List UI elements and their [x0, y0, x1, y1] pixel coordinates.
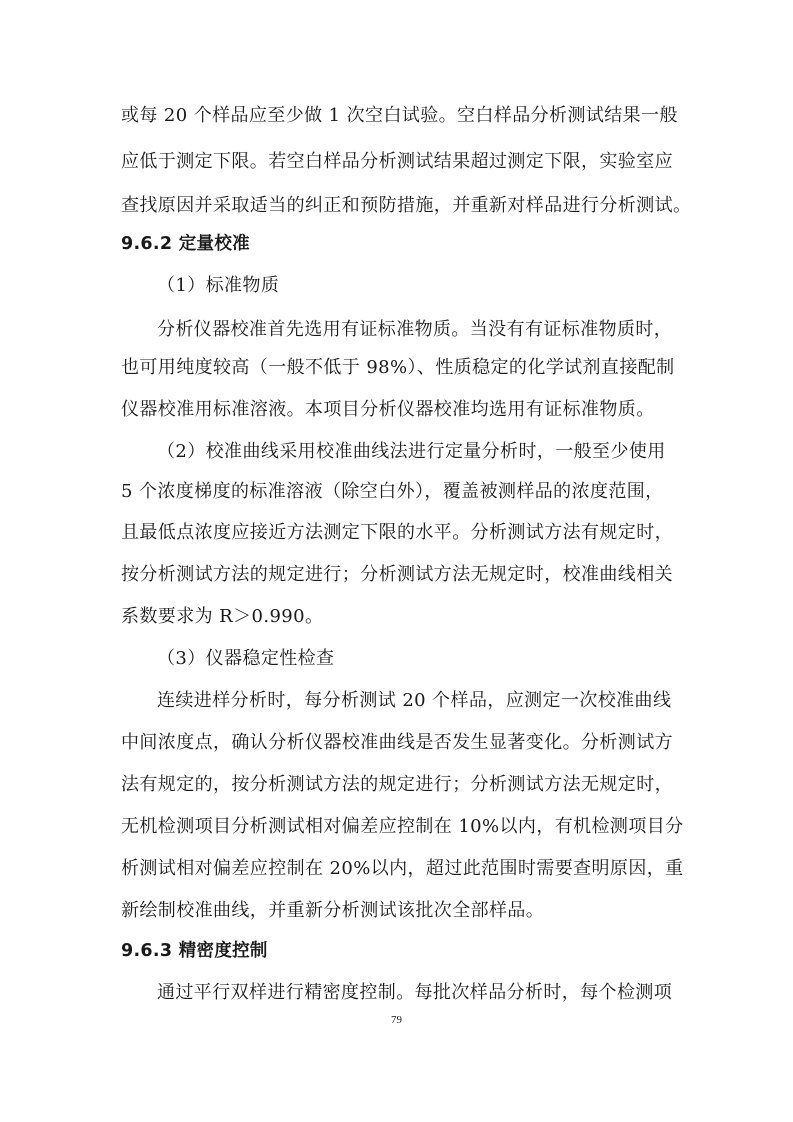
subheading-instrument-stability: （3）仪器稳定性检查: [157, 648, 335, 669]
paragraph-line: 5 个浓度梯度的标准溶液（除空白外），覆盖被测样品的浓度范围，: [121, 481, 664, 502]
paragraph-line: 新绘制校准曲线，并重新分析测试该批次全部样品。: [121, 900, 545, 921]
paragraph-line: 连续进样分析时，每分析测试 20 个样品，应测定一次校准曲线: [157, 690, 672, 711]
paragraph-line: 中间浓度点，确认分析仪器校准曲线是否发生显著变化。分析测试方: [121, 732, 673, 753]
paragraph-line: 也可用纯度较高（一般不低于 98%）、性质稳定的化学试剂直接配制: [121, 357, 675, 378]
section-heading-9-6-2: 9.6.2 定量校准: [121, 234, 250, 254]
paragraph-line: 应低于测定下限。若空白样品分析测试结果超过测定下限，实验室应: [121, 151, 673, 172]
subheading-standard-material: （1）标准物质: [157, 275, 280, 296]
paragraph-line: 分析仪器校准首先选用有证标准物质。当没有有证标准物质时，: [157, 319, 673, 340]
paragraph-line: 析测试相对偏差应控制在 20%以内，超过此范围时需要查明原因，重: [121, 858, 684, 879]
paragraph-line: 或每 20 个样品应至少做 1 次空白试验。空白样品分析测试结果一般: [121, 105, 678, 126]
paragraph-line: 无机检测项目分析测试相对偏差应控制在 10%以内，有机检测项目分: [121, 816, 684, 837]
paragraph-line: 且最低点浓度应接近方法测定下限的水平。分析测试方法有规定时，: [121, 522, 673, 543]
paragraph-line: 按分析测试方法的规定进行；分析测试方法无规定时，校准曲线相关: [121, 564, 673, 585]
section-heading-9-6-3: 9.6.3 精密度控制: [121, 941, 268, 961]
page-number: 79: [391, 1014, 402, 1026]
paragraph-line: 仪器校准用标准溶液。本项目分析仪器校准均选用有证标准物质。: [121, 399, 655, 420]
paragraph-line: 通过平行双样进行精密度控制。每批次样品分析时，每个检测项: [157, 982, 673, 1003]
paragraph-line: 系数要求为 R＞0.990。: [121, 606, 324, 627]
paragraph-line: （2）校准曲线采用校准曲线法进行定量分析时，一般至少使用: [157, 441, 666, 462]
paragraph-line: 法有规定的，按分析测试方法的规定进行；分析测试方法无规定时，: [121, 774, 673, 795]
paragraph-line: 查找原因并采取适当的纠正和预防措施，并重新对样品进行分析测试。: [121, 195, 692, 216]
